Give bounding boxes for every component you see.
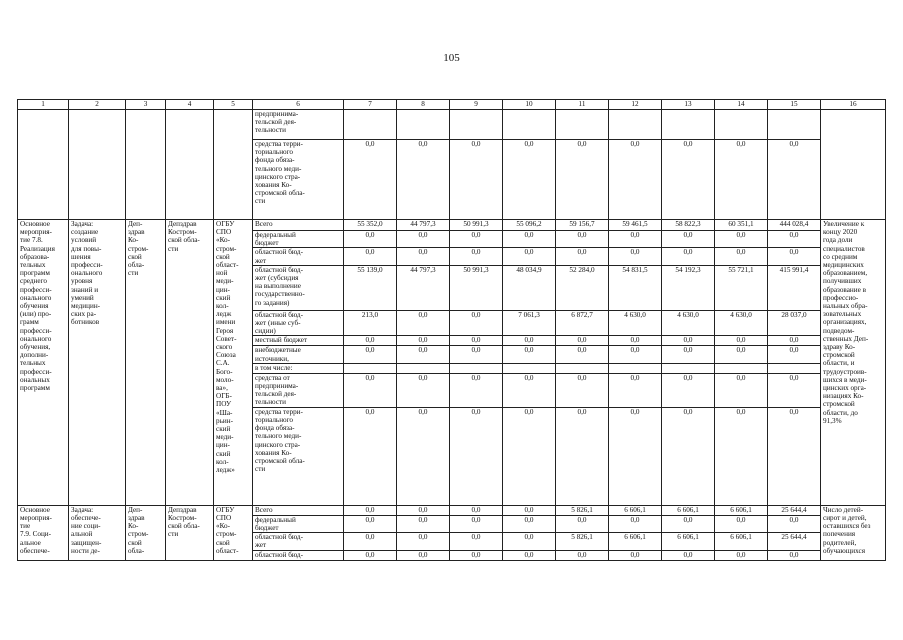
value-cell: 59 461,5 (609, 220, 662, 231)
value-cell: 0,0 (344, 346, 397, 363)
value-cell: 0,0 (715, 373, 768, 407)
value-cell (450, 110, 503, 140)
value-cell (397, 110, 450, 140)
value-cell: 0,0 (450, 407, 503, 505)
value-cell: 4 630,0 (715, 310, 768, 336)
funding-source-cell: областной бюд- жет (253, 248, 344, 265)
funding-source-cell: областной бюд- жет (иные суб- сидии) (253, 310, 344, 336)
value-cell: 0,0 (556, 373, 609, 407)
value-cell: 0,0 (503, 231, 556, 248)
value-cell: 0,0 (450, 248, 503, 265)
column-header-cell: 6 (253, 100, 344, 110)
value-cell: 0,0 (768, 231, 821, 248)
value-cell: 0,0 (768, 140, 821, 220)
result-indicator-cell (821, 110, 886, 220)
value-cell: 0,0 (768, 336, 821, 346)
value-cell (609, 110, 662, 140)
value-cell (768, 110, 821, 140)
value-cell: 0,0 (609, 346, 662, 363)
value-cell: 0,0 (662, 515, 715, 532)
value-cell: 0,0 (344, 373, 397, 407)
value-cell: 54 831,5 (609, 265, 662, 310)
value-cell: 0,0 (344, 505, 397, 515)
value-cell: 0,0 (397, 140, 450, 220)
funding-source-cell: средства терри- ториального фонда обяза- тельного меди- цинского стра- хования Ко- стромской обла- сти (253, 407, 344, 505)
value-cell: 0,0 (556, 336, 609, 346)
value-cell: 50 991,3 (450, 265, 503, 310)
value-cell: 0,0 (715, 346, 768, 363)
task-cell: Задача: создание условий для повы- шения професси- онального уровня знаний и умений медицин- ских ра- ботников (69, 220, 126, 506)
value-cell: 0,0 (397, 231, 450, 248)
executor-cell: Депздрав Костром- ской обла- сти (166, 220, 214, 506)
value-cell: 0,0 (397, 310, 450, 336)
value-cell: 55 352,0 (344, 220, 397, 231)
value-cell: 0,0 (397, 515, 450, 532)
budget-table (17, 99, 886, 561)
value-cell: 6 606,1 (609, 533, 662, 550)
value-cell (503, 363, 556, 373)
value-cell: 0,0 (662, 346, 715, 363)
value-cell: 55 139,0 (344, 265, 397, 310)
value-cell: 0,0 (450, 550, 503, 560)
header-row (18, 100, 886, 110)
value-cell: 0,0 (397, 373, 450, 407)
funding-source-cell: Всего (253, 505, 344, 515)
funding-source-cell: местный бюджет (253, 336, 344, 346)
coordinator-cell: Деп- здрав Ко- стром- ской обла- (126, 505, 166, 560)
value-cell: 213,0 (344, 310, 397, 336)
value-cell (556, 363, 609, 373)
funding-source-cell: предпринима- тельской дея- тельности (253, 110, 344, 140)
value-cell: 0,0 (344, 336, 397, 346)
value-cell: 7 061,3 (503, 310, 556, 336)
value-cell: 25 644,4 (768, 505, 821, 515)
column-header-cell: 2 (69, 100, 126, 110)
value-cell: 0,0 (768, 248, 821, 265)
empty-cell (18, 110, 69, 220)
result-indicator-cell: Число детей- сирот и детей, оставшихся без попечения родителей, обучающихся (821, 505, 886, 560)
column-header-cell: 3 (126, 100, 166, 110)
funding-source-cell: федеральный бюджет (253, 231, 344, 248)
value-cell: 0,0 (715, 336, 768, 346)
column-header-cell: 10 (503, 100, 556, 110)
value-cell: 0,0 (662, 373, 715, 407)
value-cell: 0,0 (609, 550, 662, 560)
value-cell: 0,0 (450, 346, 503, 363)
value-cell: 0,0 (609, 140, 662, 220)
value-cell: 0,0 (609, 373, 662, 407)
value-cell: 0,0 (715, 550, 768, 560)
value-cell: 0,0 (450, 505, 503, 515)
value-cell: 0,0 (344, 550, 397, 560)
funding-source-cell: средства от предпринима- тельской дея- тельности (253, 373, 344, 407)
participant-cell: ОГБУ СПО «Ко- стром- ской област- ной меди- цин- ский кол- ледж имени Героя Совет- ского Союза С.А. Бого- моло- ва», ОГБ- ПОУ «Ша- рьин- ский меди- цин- ский кол- ледж» (214, 220, 253, 506)
value-cell: 0,0 (450, 336, 503, 346)
empty-cell (214, 110, 253, 220)
value-cell: 0,0 (503, 533, 556, 550)
value-cell: 0,0 (450, 231, 503, 248)
value-cell: 0,0 (450, 515, 503, 532)
value-cell (609, 363, 662, 373)
funding-source-cell: областной бюд- (253, 550, 344, 560)
value-cell: 44 797,3 (397, 220, 450, 231)
value-cell: 0,0 (397, 336, 450, 346)
value-cell (397, 363, 450, 373)
value-cell: 0,0 (344, 231, 397, 248)
value-cell: 0,0 (397, 248, 450, 265)
value-cell: 0,0 (662, 140, 715, 220)
value-cell: 55 096,2 (503, 220, 556, 231)
value-cell: 6 606,1 (662, 505, 715, 515)
value-cell (556, 110, 609, 140)
empty-cell (166, 110, 214, 220)
value-cell: 0,0 (344, 533, 397, 550)
column-header-cell: 16 (821, 100, 886, 110)
value-cell: 0,0 (609, 336, 662, 346)
column-header-cell: 12 (609, 100, 662, 110)
funding-source-cell: Всего (253, 220, 344, 231)
value-cell: 0,0 (503, 373, 556, 407)
result-indicator-cell: Увеличение к концу 2020 года доли специалистов со средним медицинских образованием, получивших образование в профессио- нальных обра- зовательных организациях, подведом- ственных Деп- здраву Ко- стромской области, и трудоустроив- шихся в меди- цинских орга- низациях Ко- стромской области, до 91,3% (821, 220, 886, 506)
value-cell (768, 363, 821, 373)
value-cell: 55 721,1 (715, 265, 768, 310)
value-cell: 0,0 (503, 248, 556, 265)
value-cell: 25 644,4 (768, 533, 821, 550)
value-cell: 6 606,1 (609, 505, 662, 515)
activity-name-cell: Основное мероприя- тие 7.9. Соци- альное обеспече- (18, 505, 69, 560)
task-cell: Задача: обеспече- ние соци- альной защищен- ности де- (69, 505, 126, 560)
value-cell: 0,0 (450, 533, 503, 550)
value-cell: 0,0 (715, 515, 768, 532)
funding-source-cell: внебюджетные источники, (253, 346, 344, 363)
value-cell: 0,0 (397, 407, 450, 505)
value-cell: 0,0 (556, 248, 609, 265)
value-cell: 0,0 (662, 336, 715, 346)
value-cell: 0,0 (450, 310, 503, 336)
executor-cell: Депздрав Костром- ской обла- сти (166, 505, 214, 560)
participant-cell: ОГБУ СПО «Ко- стром- ской област- (214, 505, 253, 560)
empty-cell (126, 110, 166, 220)
value-cell: 0,0 (344, 248, 397, 265)
value-cell: 4 630,0 (609, 310, 662, 336)
value-cell: 0,0 (344, 140, 397, 220)
column-header-cell: 4 (166, 100, 214, 110)
value-cell: 0,0 (609, 231, 662, 248)
value-cell: 4 630,0 (662, 310, 715, 336)
value-cell: 0,0 (397, 346, 450, 363)
value-cell: 0,0 (556, 231, 609, 248)
value-cell: 415 991,4 (768, 265, 821, 310)
value-cell (344, 363, 397, 373)
column-header-cell: 7 (344, 100, 397, 110)
value-cell: 0,0 (344, 515, 397, 532)
value-cell: 0,0 (503, 515, 556, 532)
value-cell (662, 110, 715, 140)
value-cell: 0,0 (662, 550, 715, 560)
value-cell: 50 991,3 (450, 220, 503, 231)
value-cell: 0,0 (503, 346, 556, 363)
value-cell: 0,0 (503, 407, 556, 505)
funding-source-cell: областной бюд- жет (субсидия на выполнение государственно- го задания) (253, 265, 344, 310)
column-header-cell: 14 (715, 100, 768, 110)
column-header-cell: 1 (18, 100, 69, 110)
value-cell: 0,0 (450, 373, 503, 407)
column-header-cell: 13 (662, 100, 715, 110)
value-cell (450, 363, 503, 373)
value-cell: 60 351,1 (715, 220, 768, 231)
value-cell: 59 156,7 (556, 220, 609, 231)
value-cell: 0,0 (503, 505, 556, 515)
value-cell: 0,0 (556, 550, 609, 560)
value-cell: 0,0 (503, 336, 556, 346)
value-cell: 44 797,3 (397, 265, 450, 310)
value-cell (344, 110, 397, 140)
column-header-cell: 9 (450, 100, 503, 110)
value-cell: 28 037,0 (768, 310, 821, 336)
value-cell: 0,0 (768, 550, 821, 560)
value-cell: 6 606,1 (715, 533, 768, 550)
activity-name-cell: Основное мероприя- тие 7.8. Реализация образова- тельных программ среднего професси- онального обучения (или) про- грамм професси- онального обучения, дополни- тельных професси- ональных программ (18, 220, 69, 506)
value-cell: 0,0 (556, 346, 609, 363)
value-cell: 0,0 (768, 515, 821, 532)
value-cell: 6 606,1 (715, 505, 768, 515)
value-cell: 0,0 (768, 373, 821, 407)
value-cell (662, 363, 715, 373)
value-cell: 0,0 (768, 346, 821, 363)
activity-7-8-row (18, 220, 886, 231)
value-cell: 0,0 (662, 231, 715, 248)
page-number: 105 (443, 52, 460, 64)
value-cell: 0,0 (556, 407, 609, 505)
funding-source-cell: средства терри- ториального фонда обяза- тельного меди- цинского стра- хования Ко- стромской обла- сти (253, 140, 344, 220)
value-cell: 0,0 (397, 505, 450, 515)
continuation-row (18, 110, 886, 140)
value-cell: 0,0 (556, 515, 609, 532)
value-cell: 0,0 (503, 550, 556, 560)
value-cell: 0,0 (715, 231, 768, 248)
value-cell: 58 822,3 (662, 220, 715, 231)
value-cell: 5 826,1 (556, 533, 609, 550)
column-header-cell: 15 (768, 100, 821, 110)
value-cell: 6 606,1 (662, 533, 715, 550)
value-cell: 0,0 (609, 407, 662, 505)
value-cell: 0,0 (715, 407, 768, 505)
value-cell: 444 028,4 (768, 220, 821, 231)
column-header-cell: 8 (397, 100, 450, 110)
value-cell: 0,0 (768, 407, 821, 505)
value-cell: 6 872,7 (556, 310, 609, 336)
value-cell: 0,0 (662, 407, 715, 505)
value-cell: 5 826,1 (556, 505, 609, 515)
value-cell: 0,0 (715, 140, 768, 220)
value-cell: 0,0 (609, 248, 662, 265)
value-cell: 0,0 (556, 140, 609, 220)
funding-source-cell: областной бюд- жет (253, 533, 344, 550)
funding-source-cell: федеральный бюджет (253, 515, 344, 532)
value-cell: 0,0 (715, 248, 768, 265)
column-header-cell: 5 (214, 100, 253, 110)
value-cell: 0,0 (503, 140, 556, 220)
value-cell: 52 284,0 (556, 265, 609, 310)
value-cell: 0,0 (662, 248, 715, 265)
funding-source-cell: в том числе: (253, 363, 344, 373)
value-cell: 0,0 (450, 140, 503, 220)
value-cell (503, 110, 556, 140)
coordinator-cell: Деп- здрав Ко- стром- ской обла- сти (126, 220, 166, 506)
value-cell: 0,0 (397, 533, 450, 550)
value-cell: 0,0 (344, 407, 397, 505)
value-cell: 48 034,9 (503, 265, 556, 310)
value-cell (715, 110, 768, 140)
empty-cell (69, 110, 126, 220)
activity-7-9-row (18, 505, 886, 515)
value-cell: 0,0 (609, 515, 662, 532)
column-header-cell: 11 (556, 100, 609, 110)
value-cell: 54 192,3 (662, 265, 715, 310)
value-cell: 0,0 (397, 550, 450, 560)
value-cell (715, 363, 768, 373)
